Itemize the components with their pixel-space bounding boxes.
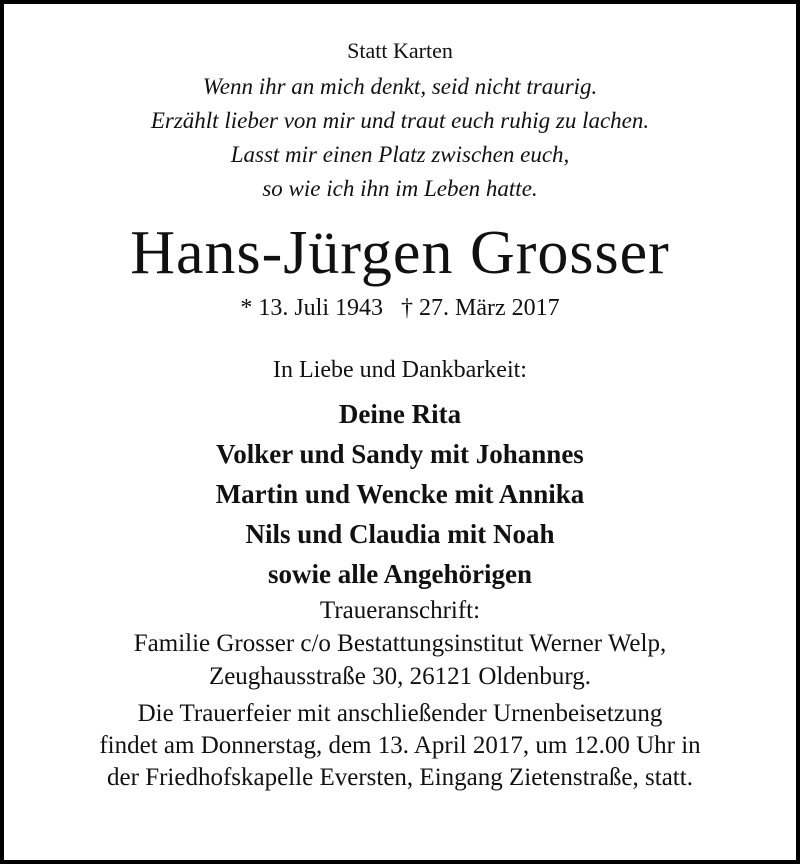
life-dates [8,292,792,324]
address-heading: Traueranschrift: [319,597,481,624]
funeral-service-info [8,698,792,794]
notice-content [8,4,792,794]
poem-line: so wie ich ihn im Leben hatte. [262,176,538,201]
service-line: der Friedhofskapelle Eversten, Eingang Zietenstraße, statt. [107,764,693,791]
family-member: Martin und Wencke mit Annika [215,479,585,509]
intro-text: Statt Karten [347,38,453,63]
family-member: Deine Rita [338,399,462,429]
address-line: Familie Grosser c/o Bestattungsinstitut Werner Welp, [133,630,667,657]
family-member: sowie alle Angehörigen [268,559,532,589]
deceased-name: Hans-Jürgen Grosser [130,219,670,287]
poem-line: Wenn ihr an mich denkt, seid nicht traurig. [202,74,598,99]
death-date: † 27. März 2017 [401,295,560,321]
family-member: Nils und Claudia mit Noah [245,519,555,549]
address-line: Zeughausstraße 30, 26121 Oldenburg. [208,663,592,690]
service-line: Die Trauerfeier mit anschließender Urnenbeisetzung [137,700,663,727]
poem [8,70,792,206]
family-member: Volker und Sandy mit Johannes [216,439,584,469]
mourning-address [8,594,792,693]
family-list [8,394,792,594]
poem-line: Erzählt lieber von mir und traut euch ruhig zu lachen. [150,108,650,133]
poem-line: Lasst mir einen Platz zwischen euch, [230,142,570,167]
birth-date: * 13. Juli 1943 [240,295,384,321]
service-line: findet am Donnerstag, dem 13. April 2017, um 12.00 Uhr in [99,732,701,759]
thanks-text: In Liebe und Dankbarkeit: [273,357,527,383]
